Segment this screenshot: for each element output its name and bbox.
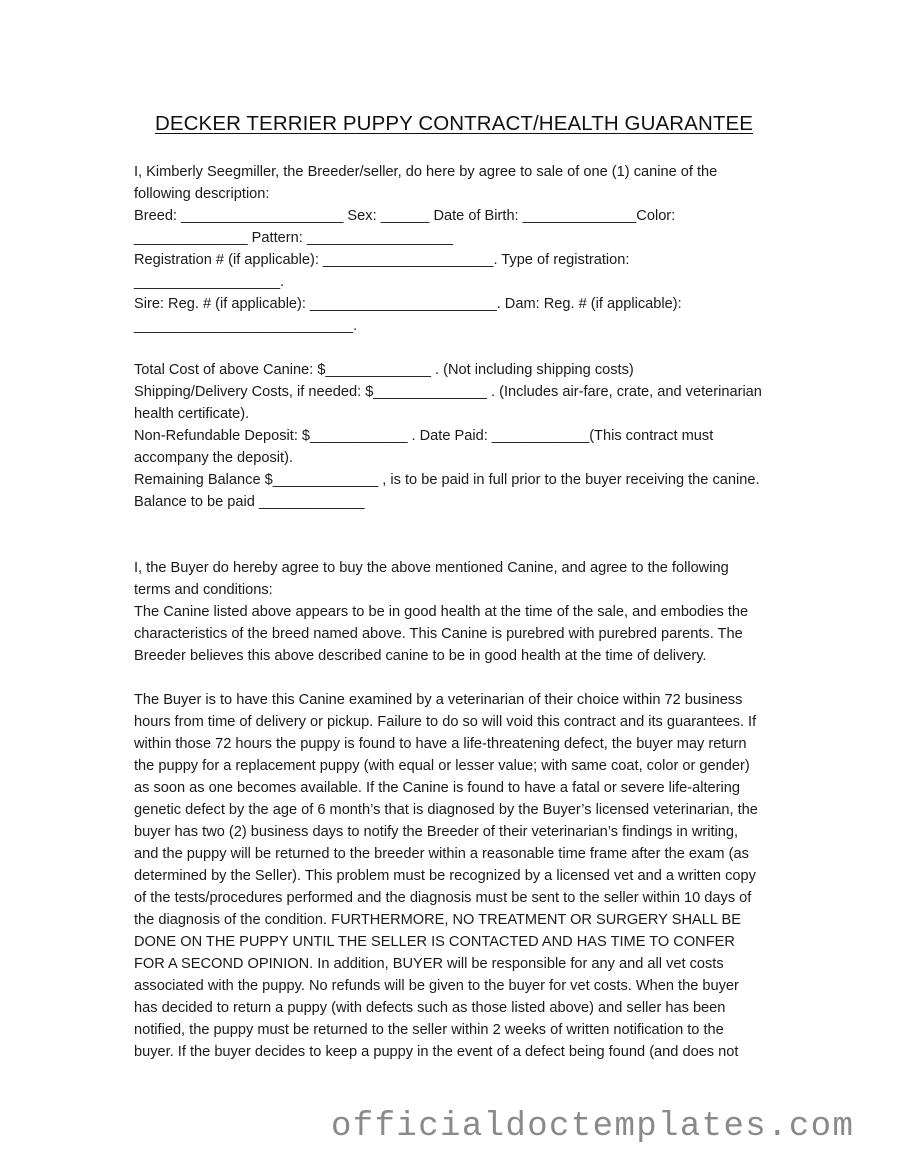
terms-line: buyer has two (2) business days to notify the Breeder of their veterinarian’s findings in writing, [134,824,739,840]
terms-line: has decided to return a puppy (with defects such as those listed above) and seller has been [134,1000,726,1016]
terms-section [134,689,784,1063]
terms-line: FOR A SECOND OPINION. In addition, BUYER will be responsible for any and all vet costs [134,956,724,972]
terms-line: associated with the puppy. No refunds will be given to the buyer for vet costs. When the buyer [134,978,739,994]
health-statement-line: The Canine listed above appears to be in good health at the time of the sale, and embodies the [134,604,749,620]
terms-line: and the puppy will be returned to the breeder within a reasonable time frame after the exam (as [134,846,749,862]
cost-section [134,359,784,513]
terms-line: as soon as one becomes available. If the Canine is found to have a fatal or severe life-altering [134,780,741,796]
terms-line: determined by the Seller). This problem must be recognized by a licensed vet and a written copy [134,868,756,884]
registration-line: __________________. [134,274,285,290]
health-statement-line: characteristics of the breed named above. This Canine is purebred with purebred parents. The [134,626,743,642]
parents-registration-line: ___________________________. [134,318,358,334]
shipping-cost-line: Shipping/Delivery Costs, if needed: $______________ . (Includes air-fare, crate, and veterinarian [134,384,762,400]
terms-line: within those 72 hours the puppy is found to have a life-threatening defect, the buyer may return [134,736,747,752]
terms-line: of the tests/procedures performed and the diagnosis must be sent to the seller within 10 days of [134,890,752,906]
health-statement-line: Breeder believes this above described canine to be in good health at the time of delivery. [134,648,707,664]
terms-line: hours from time of delivery or pickup. Failure to do so will void this contract and its guarantees. If [134,714,757,730]
buyer-line: I, the Buyer do hereby agree to buy the above mentioned Canine, and agree to the following [134,560,729,576]
balance-due-line: Balance to be paid _____________ [134,494,365,510]
registration-line: Registration # (if applicable): _____________________. Type of registration: [134,252,630,268]
watermark: officialdoctemplates.com [331,1108,855,1146]
buyer-agreement-section [134,557,784,667]
description-fields-line: Breed: ____________________ Sex: ______ Date of Birth: ______________Color: [134,208,676,224]
deposit-line: accompany the deposit). [134,450,293,466]
terms-line: genetic defect by the age of 6 month’s that is diagnosed by the Buyer’s licensed veterinarian, the [134,802,758,818]
total-cost-line: Total Cost of above Canine: $_____________ . (Not including shipping costs) [134,362,634,378]
terms-line: buyer. If the buyer decides to keep a puppy in the event of a defect being found (and does not [134,1044,739,1060]
terms-line: the diagnosis of the condition. FURTHERMORE, NO TREATMENT OR SURGERY SHALL BE [134,912,741,928]
seller-section [134,161,784,337]
document-title: DECKER TERRIER PUPPY CONTRACT/HEALTH GUARANTEE [154,112,754,135]
seller-line: I, Kimberly Seegmiller, the Breeder/seller, do here by agree to sale of one (1) canine of the [134,164,718,180]
terms-line: DONE ON THE PUPPY UNTIL THE SELLER IS CONTACTED AND HAS TIME TO CONFER [134,934,735,950]
shipping-cost-line: health certificate). [134,406,250,422]
terms-line: The Buyer is to have this Canine examined by a veterinarian of their choice within 72 business [134,692,743,708]
deposit-line: Non-Refundable Deposit: $____________ . Date Paid: ____________(This contract must [134,428,714,444]
description-fields-line: ______________ Pattern: __________________ [134,230,453,246]
terms-line: the puppy for a replacement puppy (with equal or lesser value; with same coat, color or gender) [134,758,750,774]
parents-registration-line: Sire: Reg. # (if applicable): _______________________. Dam: Reg. # (if applicable): [134,296,682,312]
remaining-balance-line: Remaining Balance $_____________ , is to be paid in full prior to the buyer receiving the canine. [134,472,760,488]
buyer-line: terms and conditions: [134,582,273,598]
terms-line: notified, the puppy must be returned to the seller within 2 weeks of written notification to the [134,1022,724,1038]
seller-line: following description: [134,186,270,202]
